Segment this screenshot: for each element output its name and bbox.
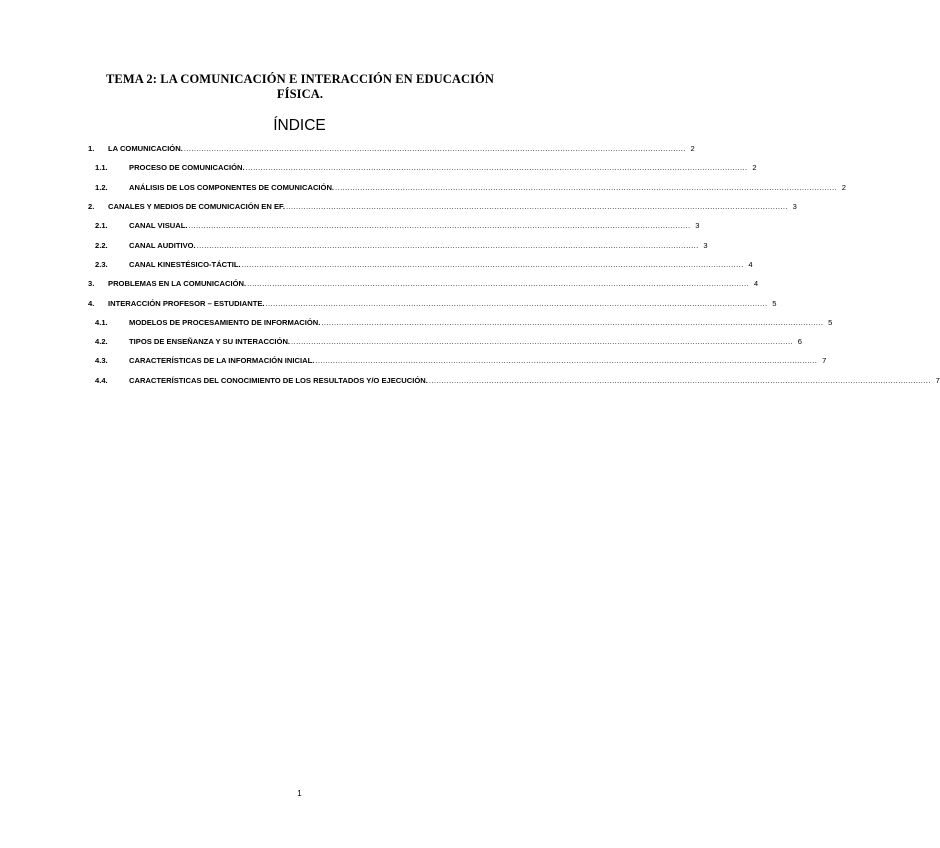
toc-leader-dots: ........................................................................................................................................................................................................ [315,356,818,366]
toc-entry-label: CANAL AUDITIVO. [129,240,196,250]
toc-leader-dots: ........................................................................................................................................................................................................ [247,279,750,289]
toc-leader-dots: ........................................................................................................................................................................................................ [265,298,768,308]
toc-entry[interactable] [88,332,803,351]
toc-entry-label: PROBLEMAS EN LA COMUNICACIÓN. [108,279,247,289]
toc-leader-dots: ........................................................................................................................................................................................................ [285,202,788,212]
toc-leader-dots: ........................................................................................................................................................................................................ [188,221,691,231]
toc-entry-page: 2 [752,163,757,173]
toc-entry[interactable] [88,139,695,158]
toc-entry[interactable] [88,351,827,370]
toc-entry-number: 4.3. [95,356,108,366]
toc-entry-label: LA COMUNICACIÓN. [108,144,183,154]
page-number: 1 [297,789,302,798]
toc-entry-label: TIPOS DE ENSEÑANZA Y SU INTERACCIÓN. [129,337,291,347]
toc-leader-dots: ........................................................................................................................................................................................................ [428,375,931,385]
toc-entry-page: 3 [695,221,700,231]
toc-entry-label: PROCESO DE COMUNICACIÓN. [129,163,245,173]
toc-leader-dots: ........................................................................................................................................................................................................ [245,163,748,173]
toc-entry-page: 3 [792,202,797,212]
toc-entry-number: 1. [88,144,95,154]
toc-entry-number: 4. [88,298,95,308]
toc-entry-number: 1.1. [95,163,108,173]
toc-entry-label: CANALES Y MEDIOS DE COMUNICACIÓN EN EF. [108,202,285,212]
toc-entry-label: CARACTERÍSTICAS DEL CONOCIMIENTO DE LOS RESULTADOS Y/O EJECUCIÓN. [129,375,428,385]
toc-entry-number: 2. [88,202,95,212]
toc-leader-dots: ........................................................................................................................................................................................................ [321,317,824,327]
toc-entry-page: 5 [772,298,777,308]
toc-leader-dots: ........................................................................................................................................................................................................ [183,144,686,154]
toc-entry[interactable] [88,255,753,274]
toc-entry-number: 2.1. [95,221,108,231]
toc-entry-label: MODELOS DE PROCESAMIENTO DE INFORMACIÓN. [129,317,321,327]
toc-entry-number: 2.3. [95,259,108,269]
toc-heading: ÍNDICE [273,117,326,134]
toc-entry-page: 6 [797,337,803,347]
toc-leader-dots: ........................................................................................................................................................................................................ [241,259,744,269]
toc-entry-label: ANÁLISIS DE LOS COMPONENTES DE COMUNICACIÓN. [129,182,335,192]
toc-entry[interactable] [88,216,700,235]
toc-entry-label: INTERACCIÓN PROFESOR – ESTUDIANTE. [108,298,265,308]
toc-entry-number: 4.2. [95,337,108,347]
toc-entry[interactable] [88,235,708,254]
toc-entry[interactable] [88,158,757,177]
toc-entry-page: 2 [841,182,847,192]
toc-entry[interactable] [88,313,833,332]
toc-leader-dots: ........................................................................................................................................................................................................ [196,240,699,250]
toc-entry-page: 4 [753,279,759,289]
toc-entry-page: 7 [935,375,940,385]
toc-entry-page: 3 [703,240,708,250]
toc-entry[interactable] [88,178,847,197]
table-of-contents [88,139,940,390]
toc-entry-number: 3. [88,279,95,289]
toc-entry-page: 7 [822,356,827,366]
toc-entry-number: 4.1. [95,317,108,327]
toc-entry-label: CANAL KINESTÉSICO-TÁCTIL. [129,259,241,269]
toc-entry-page: 2 [690,144,695,154]
toc-entry-number: 4.4. [95,375,108,385]
toc-entry-page: 4 [748,259,753,269]
document-title: TEMA 2: LA COMUNICACIÓN E INTERACCIÓN EN EDUCACIÓN FÍSICA. [105,72,494,101]
toc-entry[interactable] [88,197,797,216]
toc-leader-dots: ........................................................................................................................................................................................................ [291,337,794,347]
toc-entry-label: CANAL VISUAL. [129,221,188,231]
toc-entry[interactable] [88,274,759,293]
toc-entry[interactable] [88,371,940,390]
toc-entry[interactable] [88,293,777,312]
toc-entry-number: 1.2. [95,182,108,192]
toc-leader-dots: ........................................................................................................................................................................................................ [335,182,838,192]
toc-entry-label: CARACTERÍSTICAS DE LA INFORMACIÓN INICIAL. [129,356,315,366]
toc-entry-page: 5 [828,317,833,327]
toc-entry-number: 2.2. [95,240,108,250]
